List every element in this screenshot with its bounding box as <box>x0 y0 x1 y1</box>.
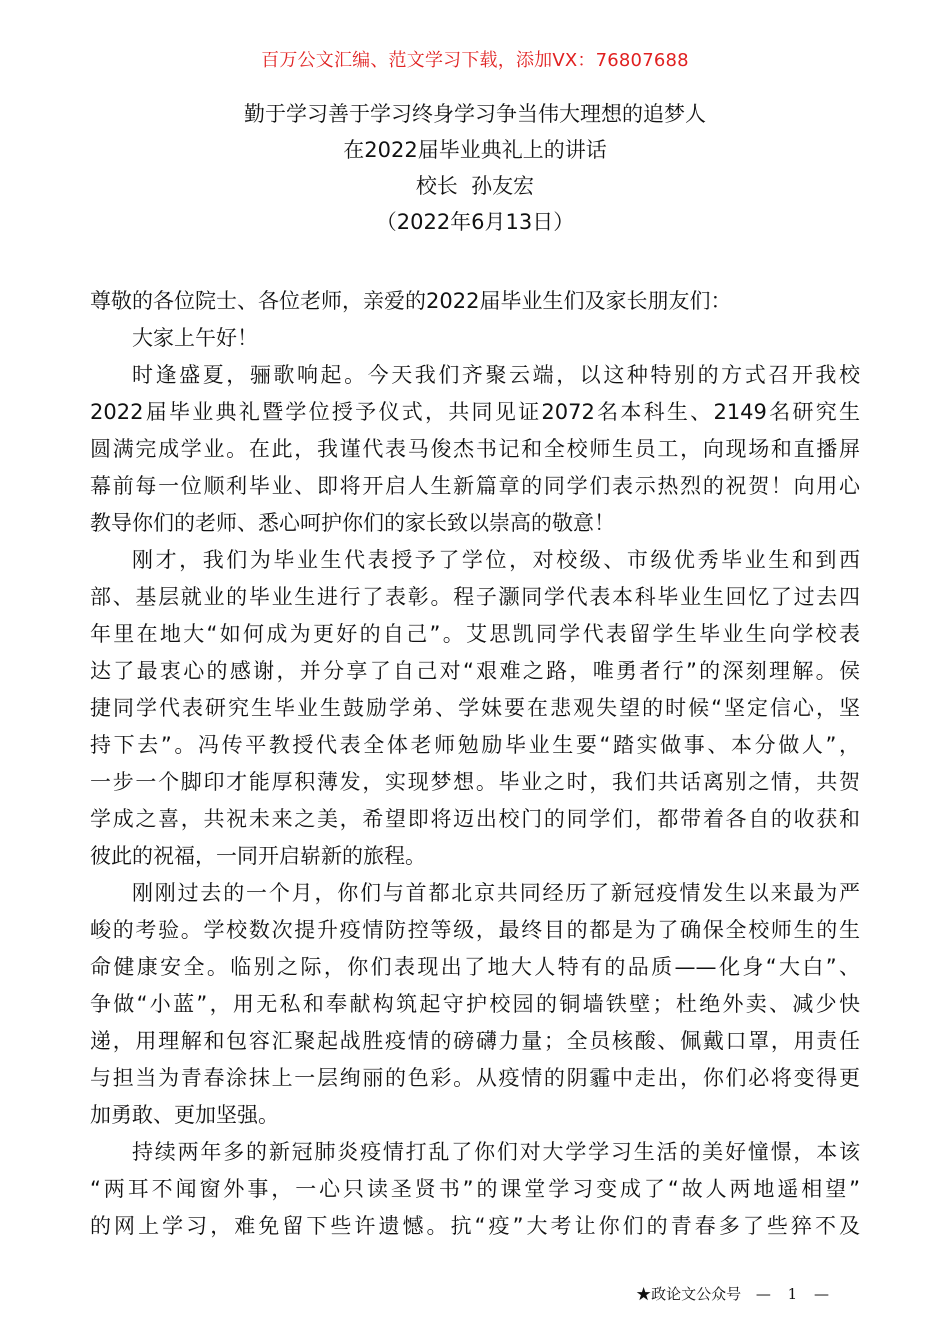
page-footer <box>636 1283 835 1304</box>
body-paragraph <box>90 1134 860 1245</box>
text-line: 年里在地大“如何成为更好的自己”。艾思凯同学代表留学生毕业生向学校表 <box>90 622 860 646</box>
text-line: 峻的考验。学校数次提升疫情防控等级，最终目的都是为了确保全校师生的生 <box>90 918 860 942</box>
text-line: 刚才，我们为毕业生代表授予了学位，对校级、市级优秀毕业生和到西 <box>132 548 860 572</box>
body-paragraph <box>90 357 860 542</box>
text-line: 部、基层就业的毕业生进行了表彰。程子灏同学代表本科毕业生回忆了过去四 <box>90 585 860 609</box>
text-line: 的网上学习，难免留下些许遗憾。抗“疫”大考让你们的青春多了些猝不及 <box>90 1214 860 1238</box>
text-line: “两耳不闻窗外事，一心只读圣贤书”的课堂学习变成了“故人两地遥相望” <box>90 1177 860 1201</box>
text-line: 命健康安全。临别之际，你们表现出了地大人特有的品质——化身“大白”、 <box>90 955 860 979</box>
speech-date: （2022年6月13日） <box>375 210 575 234</box>
text-line: 一步一个脚印才能厚积薄发，实现梦想。毕业之时，我们共话离别之情，共贺 <box>90 770 860 794</box>
body-paragraph <box>90 542 860 875</box>
text-line: 圆满完成学业。在此，我谨代表马俊杰书记和全校师生员工，向现场和直播屏 <box>90 437 860 461</box>
speech-body <box>90 283 860 1245</box>
speech-author: 校长 孙友宏 <box>415 174 535 198</box>
speech-subtitle: 在2022届毕业典礼上的讲话 <box>343 138 607 162</box>
text-line: 达了最衷心的感谢，并分享了自己对“艰难之路，唯勇者行”的深刻理解。侯 <box>90 659 860 683</box>
text-line: 争做“小蓝”，用无私和奉献构筑起守护校园的铜墙铁壁；杜绝外卖、减少快 <box>90 992 860 1016</box>
text-line: 大家上午好！ <box>132 326 258 350</box>
speech-header <box>0 96 950 240</box>
text-line: 教导你们的老师、悉心呵护你们的家长致以崇高的敬意！ <box>90 511 615 535</box>
text-line: 尊敬的各位院士、各位老师，亲爱的2022届毕业生们及家长朋友们： <box>90 289 732 313</box>
text-line: 2022届毕业典礼暨学位授予仪式，共同见证2072名本科生、2149名研究生 <box>90 400 860 424</box>
body-paragraph <box>90 875 860 1134</box>
promo-banner: 百万公文汇编、范文学习下载，添加VX：76807688 <box>261 50 689 71</box>
footer-source: ★政论文公众号 <box>636 1285 742 1303</box>
text-line: 持续两年多的新冠肺炎疫情打乱了你们对大学学习生活的美好憧憬，本该 <box>132 1140 860 1164</box>
text-line: 递，用理解和包容汇聚起战胜疫情的磅礴力量；全员核酸、佩戴口罩，用责任 <box>90 1029 860 1053</box>
page-number: — 1 — <box>755 1285 835 1303</box>
text-line: 加勇敢、更加坚强。 <box>90 1103 279 1127</box>
text-line: 捷同学代表研究生毕业生鼓励学弟、学妹要在悲观失望的时候“坚定信心，坚 <box>90 696 860 720</box>
text-line: 彼此的祝福，一同开启崭新的旅程。 <box>90 844 426 868</box>
text-line: 学成之喜，共祝未来之美，希望即将迈出校门的同学们，都带着各自的收获和 <box>90 807 860 831</box>
text-line: 持下去”。冯传平教授代表全体老师勉励毕业生要“踏实做事、本分做人”， <box>90 733 860 757</box>
text-line: 刚刚过去的一个月，你们与首都北京共同经历了新冠疫情发生以来最为严 <box>132 881 860 905</box>
text-line: 时逢盛夏，骊歌响起。今天我们齐聚云端，以这种特别的方式召开我校 <box>132 363 860 387</box>
speech-title: 勤于学习善于学习终身学习争当伟大理想的追梦人 <box>244 102 706 126</box>
text-line: 幕前每一位顺利毕业、即将开启人生新篇章的同学们表示热烈的祝贺！向用心 <box>90 474 860 498</box>
salutation-paragraph <box>90 283 860 320</box>
greeting-paragraph <box>90 320 860 357</box>
text-line: 与担当为青春涂抹上一层绚丽的色彩。从疫情的阴霾中走出，你们必将变得更 <box>90 1066 860 1090</box>
